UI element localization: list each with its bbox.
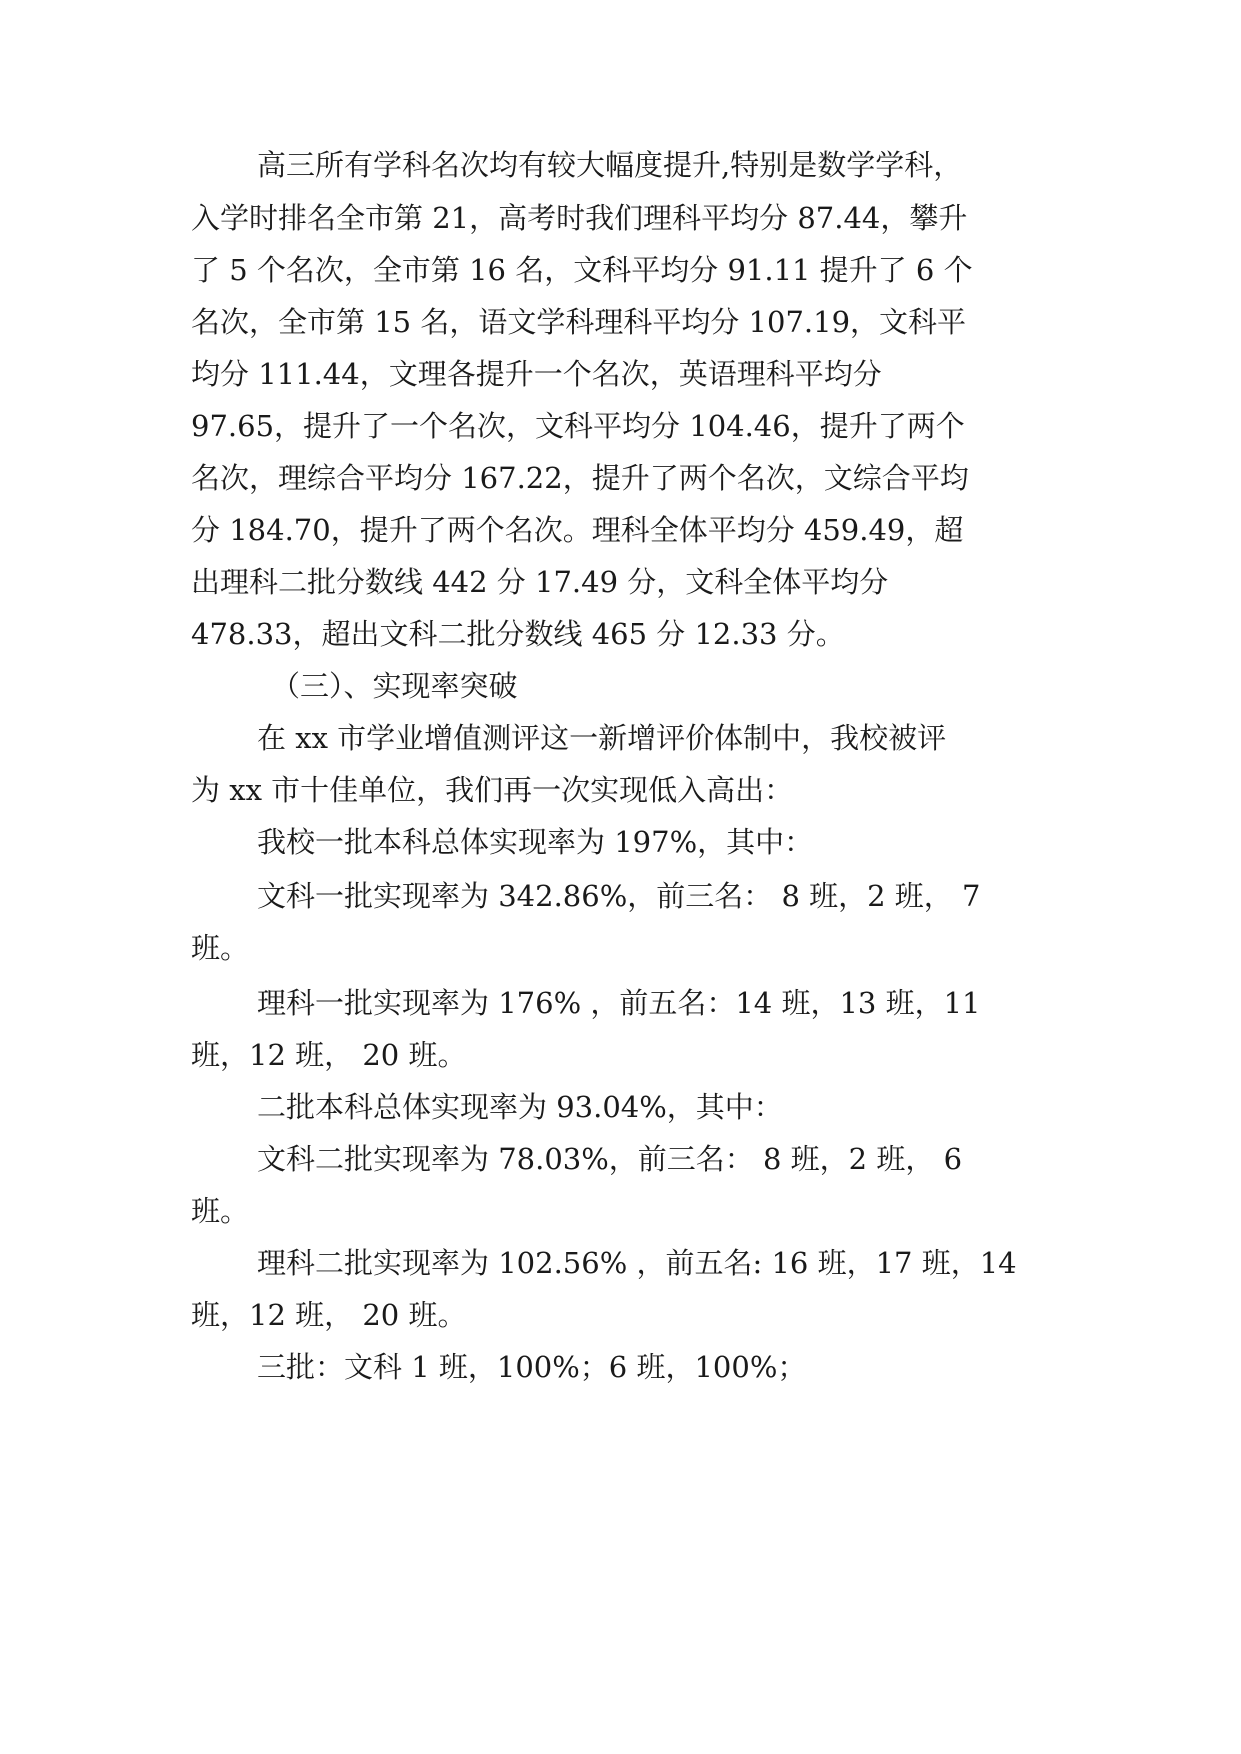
text-line: 高三所有学科名次均有较大幅度提升,特别是数学学科， [257, 148, 963, 182]
text-line: 了 5 个名次，全市第 16 名，文科平均分 91.11 提升了 6 个 [191, 253, 973, 287]
text-line: 我校一批本科总体实现率为 197%，其中： [257, 825, 814, 859]
text-line: 三批：文科 1 班，100%；6 班，100%； [257, 1350, 807, 1384]
text-line: 理科二批实现率为 102.56% ，前五名: 16 班，17 班，14 [257, 1246, 1017, 1280]
section-heading: （三）、实现率突破 [271, 669, 518, 703]
text-line: 名次，全市第 15 名，语文学科理科平均分 107.19，文科平 [191, 305, 967, 339]
text-line: 97.65，提升了一个名次，文科平均分 104.46，提升了两个 [191, 409, 965, 443]
text-line: 班。 [191, 1194, 250, 1228]
text-line: 在 xx 市学业增值测评这一新增评价体制中，我校被评 [257, 721, 947, 755]
text-line: 文科一批实现率为 342.86%，前三名： 8 班，2 班， 7 [257, 879, 981, 913]
text-line: 分 184.70，提升了两个名次。理科全体平均分 459.49，超 [191, 513, 964, 547]
text-line: 文科二批实现率为 78.03%，前三名： 8 班，2 班， 6 [257, 1142, 963, 1176]
text-line: 班。 [191, 931, 250, 965]
text-line: 二批本科总体实现率为 93.04%，其中： [257, 1090, 783, 1124]
text-line: 出理科二批分数线 442 分 17.49 分，文科全体平均分 [191, 565, 889, 599]
text-line: 理科一批实现率为 176% ，前五名：14 班，13 班，11 [257, 986, 981, 1020]
text-line: 班，12 班， 20 班。 [191, 1298, 467, 1332]
text-line: 478.33，超出文科二批分数线 465 分 12.33 分。 [191, 617, 845, 651]
text-line: 名次，理综合平均分 167.22，提升了两个名次，文综合平均 [191, 461, 969, 495]
text-line: 班，12 班， 20 班。 [191, 1038, 467, 1072]
text-line: 均分 111.44，文理各提升一个名次，英语理科平均分 [191, 357, 882, 391]
text-line: 入学时排名全市第 21，高考时我们理科平均分 87.44，攀升 [191, 201, 968, 235]
text-line: 为 xx 市十佳单位，我们再一次实现低入高出： [191, 773, 794, 807]
